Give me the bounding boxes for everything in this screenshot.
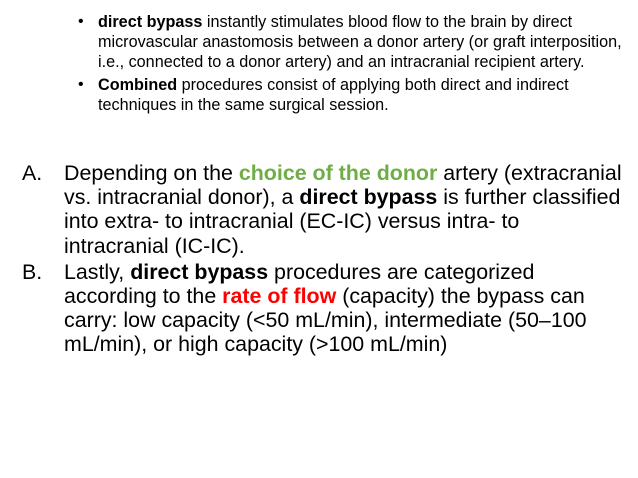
bullet-text: [98, 12, 626, 72]
highlight-green: choice of the donor: [238, 161, 438, 185]
bold-term: direct bypass: [98, 13, 203, 31]
bold-term: direct bypass: [299, 185, 438, 210]
bold-term: Combined: [98, 76, 178, 94]
text-segment: Lastly,: [64, 259, 131, 284]
item-text: [64, 161, 622, 258]
item-letter: B.: [22, 259, 43, 284]
bullet-dot-icon: •: [78, 76, 84, 93]
bullet-body: instantly stimulates blood flow to the brain by direct microvascular anastomosis between a donor artery (or graft interposition, i.e., connected to a donor artery) and an intracranial recipient artery.: [98, 13, 622, 71]
text-segment: Depending on the: [64, 161, 239, 185]
text-segment: artery (extracranial vs. intracranial donor), a: [64, 161, 622, 210]
bullet-text: [98, 75, 626, 115]
bullet-item-combined: [78, 75, 626, 115]
item-letter: A.: [22, 161, 43, 185]
text-segment: procedures are categorized according to the: [64, 259, 535, 309]
lettered-list: [22, 161, 622, 359]
bullet-body: procedures consist of applying both direct and indirect techniques in the same surgical session.: [98, 76, 569, 114]
bold-term: direct bypass: [130, 259, 269, 284]
item-text: [64, 260, 622, 357]
highlight-red: rate of flow: [222, 284, 337, 309]
bullet-item-direct-bypass: [78, 12, 626, 72]
bullet-dot-icon: •: [78, 13, 84, 30]
text-segment: (capacity) the bypass can carry: low capacity (<50 mL/min), intermediate (50–100 mL/min), or high capacity (>100 mL/min): [64, 284, 587, 357]
text-segment: is further classified into extra- to intracranial (EC-IC) versus intra- to intracranial (IC-IC).: [64, 185, 621, 258]
list-item-a: [22, 161, 622, 258]
list-item-b: [22, 260, 622, 357]
bullet-list: [78, 12, 626, 118]
